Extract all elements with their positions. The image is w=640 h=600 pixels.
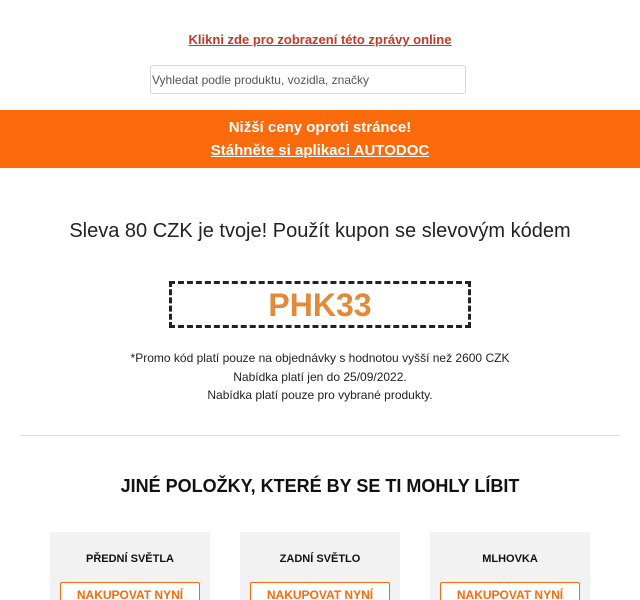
section-divider [20,435,620,436]
download-app-link[interactable]: Stáhněte si aplikaci AUTODOC [210,142,430,159]
shop-now-button[interactable]: NAKUPOVAT NYNÍ [440,582,580,600]
product-card-fog-light [430,532,590,600]
promo-notes [0,349,640,405]
product-category: MLHOVKA [482,553,538,565]
product-category: PŘEDNÍ SVĚTLA [85,553,174,565]
promo-note: Nabídka platí jen do 25/09/2022. [233,369,407,384]
promo-note: Nabídka platí pouze pro vybrané produkty. [207,388,433,402]
shop-now-button[interactable]: NAKUPOVAT NYNÍ [250,582,390,600]
promo-headline: Sleva 80 CZK je tvoje! Použít kupon se slevovým kódem [69,220,571,242]
app-banner [0,110,640,168]
promo-note: *Promo kód platí pouze na objednávky s hodnotou vyšší než 2600 CZK [130,351,510,365]
shop-now-button[interactable]: NAKUPOVAT NYNÍ [60,582,200,600]
recommendations-title: JINÉ POLOŽKY, KTERÉ BY SE TI MOHLY LÍBIT [120,476,520,496]
product-card-tail-light [240,532,400,600]
search-input[interactable] [150,65,466,94]
coupon-code: PHK33 [268,287,372,323]
product-category: ZADNÍ SVĚTLO [279,553,361,565]
view-online-link[interactable]: Klikni zde pro zobrazení této zprávy online [188,32,452,47]
product-card-headlights [50,532,210,600]
banner-headline: Nižší ceny oproti stránce! [228,119,412,136]
coupon-code-box [169,281,471,328]
